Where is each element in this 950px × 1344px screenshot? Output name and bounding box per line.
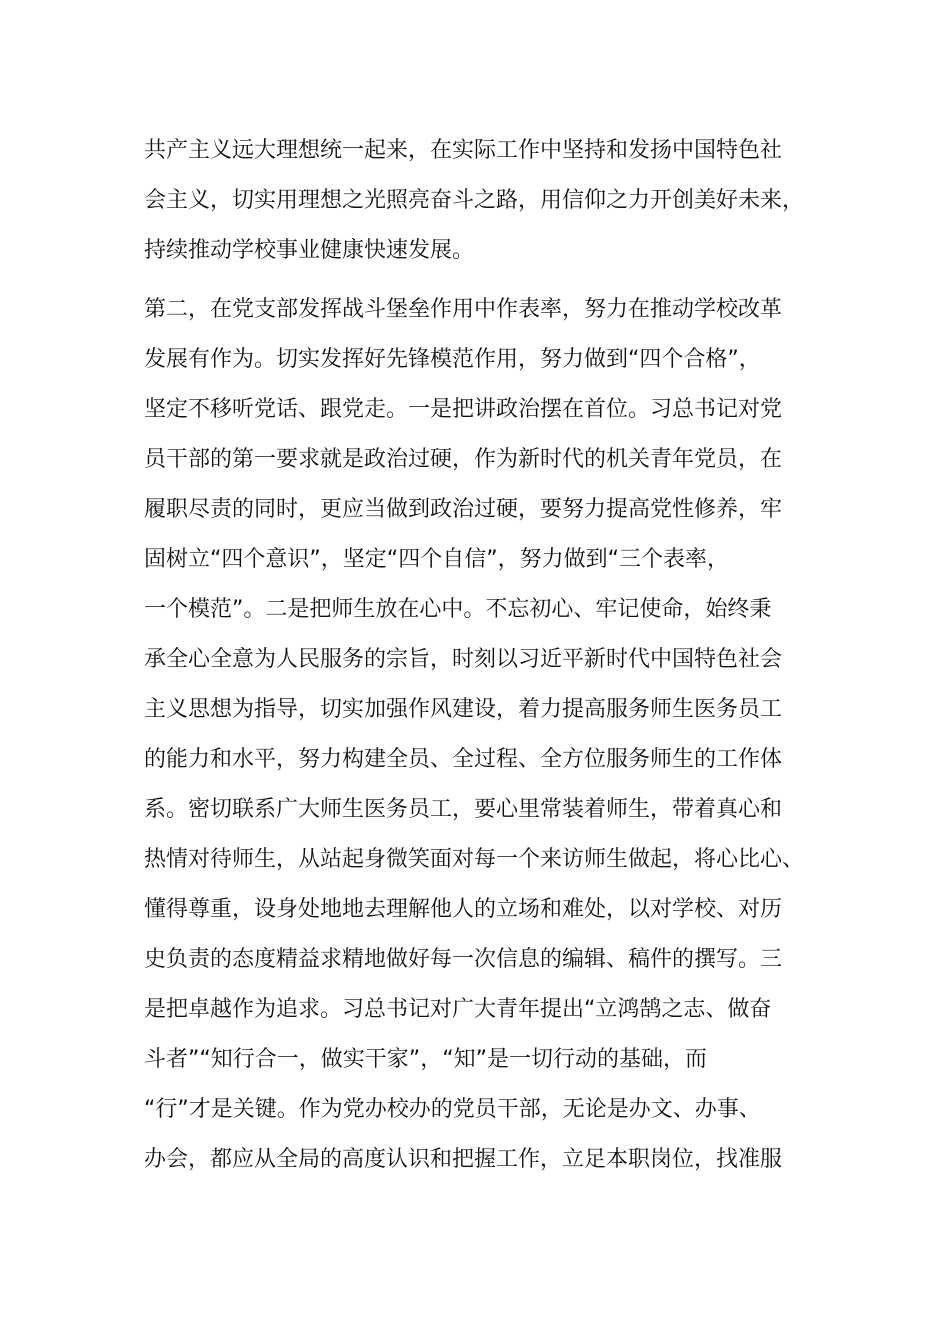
text-line: 系。密切联系广大师生医务员工，要心里常装着师生，带着真心和 [144, 797, 783, 822]
text-line: 员干部的第一要求就是政治过硬，作为新时代的机关青年党员，在 [144, 447, 783, 472]
text-line: 热情对待师生，从站起身微笑面对每一个来访师生做起，将心比心、 [144, 847, 805, 872]
text-line: 办会，都应从全局的高度认识和把握工作，立足本职岗位，找准服 [144, 1147, 783, 1172]
text-line: 坚定不移听党话、跟党走。一是把讲政治摆在首位。习总书记对党 [144, 397, 783, 422]
text-line: “行”才是关键。作为党办校办的党员干部，无论是办文、办事、 [144, 1097, 761, 1122]
text-line: 主义思想为指导，切实加强作风建设，着力提高服务师生医务员工 [144, 697, 783, 722]
text-line: 一个模范”。二是把师生放在心中。不忘初心、牢记使命，始终秉 [144, 597, 772, 622]
text-line: 共产主义远大理想统一起来，在实际工作中坚持和发扬中国特色社 [144, 138, 783, 163]
text-line: 承全心全意为人民服务的宗旨，时刻以习近平新时代中国特色社会 [144, 647, 783, 672]
text-line: 懂得尊重，设身处地地去理解他人的立场和难处，以对学校、对历 [144, 897, 783, 922]
text-line: 是把卓越作为追求。习总书记对广大青年提出“立鸿鹄之志、做奋 [144, 997, 772, 1022]
paragraph-gap [144, 281, 814, 290]
text-line: 斗者”“知行合一，做实干家”，“知”是一切行动的基础，而 [144, 1047, 707, 1072]
text-line: 会主义，切实用理想之光照亮奋斗之路，用信仰之力开创美好未来， [144, 188, 805, 213]
text-line: 持续推动学校事业健康快速发展。 [144, 238, 475, 263]
paragraph-2 [144, 290, 814, 1190]
text-line: 第二，在党支部发挥战斗堡垒作用中作表率，努力在推动学校改革 [144, 297, 783, 322]
paragraph-1 [144, 131, 814, 281]
text-line: 固树立“四个意识”，坚定“四个自信”，努力做到“三个表率， [144, 547, 729, 572]
text-line: 的能力和水平，努力构建全员、全过程、全方位服务师生的工作体 [144, 747, 783, 772]
text-line: 发展有作为。切实发挥好先锋模范作用，努力做到“四个合格”， [144, 347, 761, 372]
text-line: 履职尽责的同时，更应当做到政治过硬，要努力提高党性修养，牢 [144, 497, 783, 522]
body-text [144, 131, 814, 1190]
text-line: 史负责的态度精益求精地做好每一次信息的编辑、稿件的撰写。三 [144, 947, 783, 972]
